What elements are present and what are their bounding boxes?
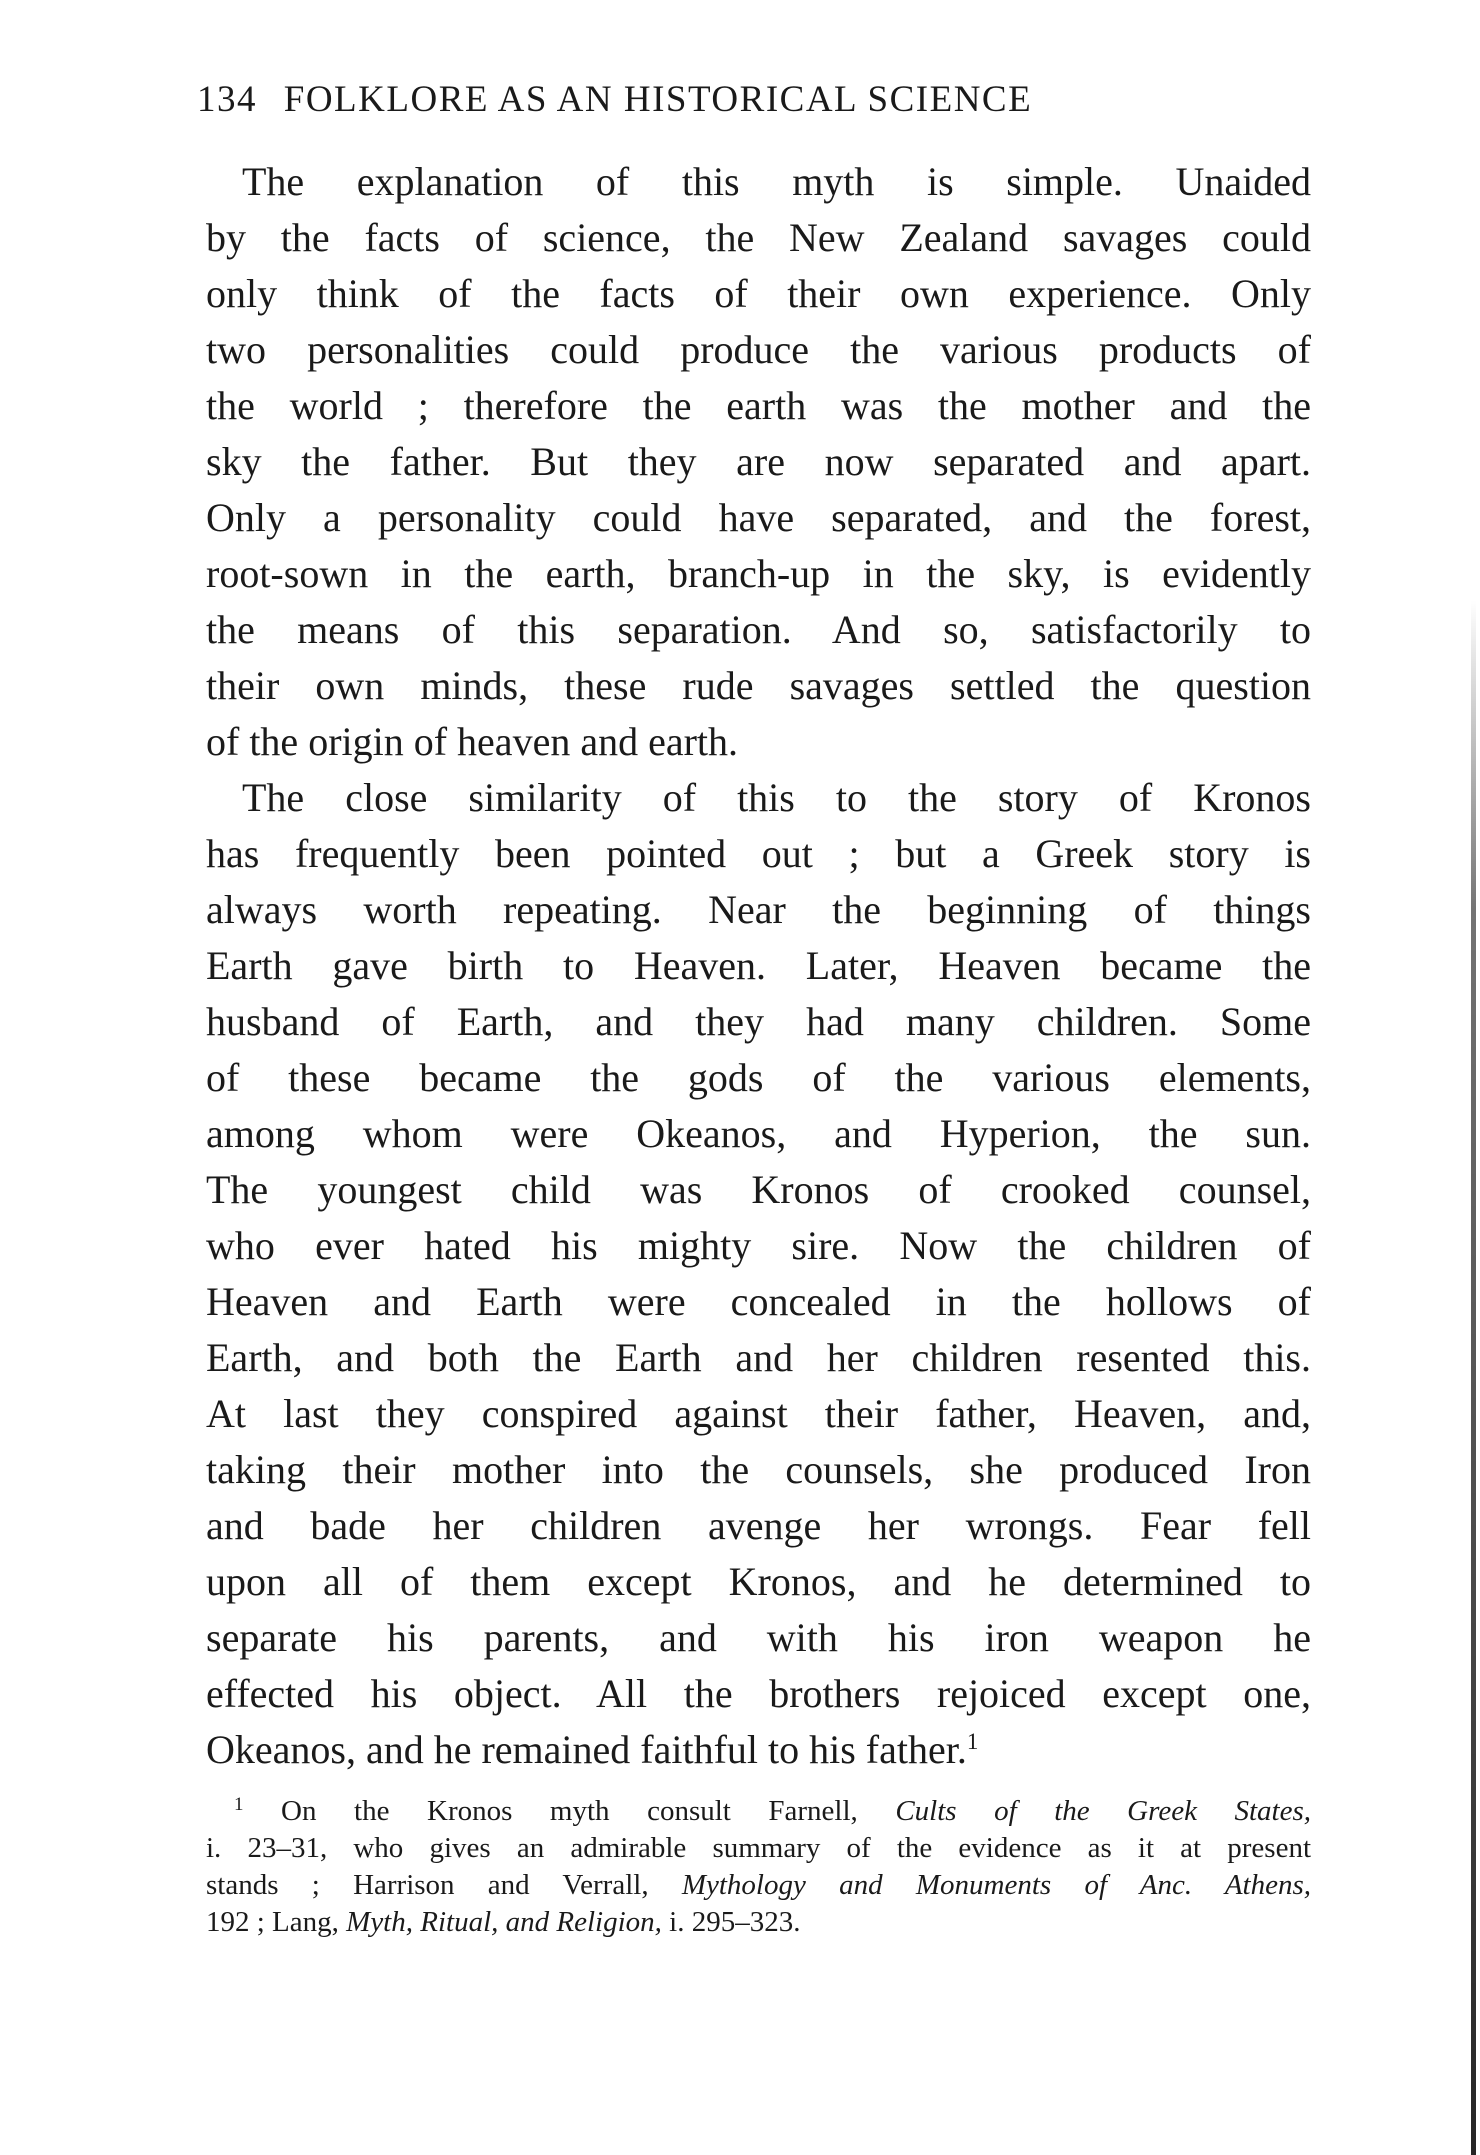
text-line: by the facts of science, the New Zealand savages could [206, 215, 1311, 260]
body-text [206, 154, 1311, 1778]
paragraph-1 [206, 154, 1311, 770]
text-line: The youngest child was Kronos of crooked counsel, [206, 1167, 1311, 1212]
text-line: At last they conspired against their father, Heaven, and, [206, 1391, 1311, 1436]
text-line: and bade her children avenge her wrongs. Fear fell [206, 1503, 1311, 1548]
footnote-line: i. 23–31, who gives an admirable summary of the evidence as it at present [206, 1832, 1311, 1864]
footnote-text: i. 295–323. [669, 1906, 801, 1938]
footnote-reference: 1 [966, 1729, 979, 1754]
footnote-marker: 1 [234, 1794, 244, 1815]
paragraph-2 [206, 770, 1311, 1778]
text-line-content: Okeanos, and he remained faithful to his father. [206, 1727, 967, 1772]
text-line: Earth, and both the Earth and her children resented this. [206, 1335, 1311, 1380]
text-line: The close similarity of this to the story of Kronos [242, 775, 1311, 820]
text-line: their own minds, these rude savages settled the question [206, 663, 1311, 708]
page-number: 134 [197, 79, 257, 120]
footnote-text: stands ; Harrison and Verrall, [206, 1869, 649, 1901]
footnote-text: On the Kronos myth consult Farnell, [281, 1795, 858, 1827]
footnote-text: 192 ; Lang, [206, 1906, 339, 1938]
text-line: Heaven and Earth were concealed in the hollows of [206, 1279, 1311, 1324]
page-edge-shadow [1471, 600, 1476, 2155]
text-line: two personalities could produce the various products of [206, 327, 1311, 372]
footnote-line [206, 1904, 1311, 1941]
text-line: The explanation of this myth is simple. Unaided [242, 159, 1311, 204]
footnote-line [206, 1867, 1311, 1904]
text-line: only think of the facts of their own experience. Only [206, 271, 1311, 316]
text-line: the world ; therefore the earth was the mother and the [206, 383, 1311, 428]
text-line: effected his object. All the brothers rejoiced except one, [206, 1671, 1311, 1716]
text-line: the means of this separation. And so, satisfactorily to [206, 607, 1311, 652]
text-line: taking their mother into the counsels, she produced Iron [206, 1447, 1311, 1492]
text-line: upon all of them except Kronos, and he determined to [206, 1559, 1311, 1604]
footnote-title-italic: Mythology and Monuments of Anc. Athens, [681, 1869, 1312, 1901]
text-line: has frequently been pointed out ; but a Greek story is [206, 831, 1311, 876]
text-line: of the origin of heaven and earth. [206, 719, 739, 764]
text-line-final [206, 1722, 1311, 1778]
text-line: who ever hated his mighty sire. Now the children of [206, 1223, 1311, 1268]
text-line: sky the father. But they are now separated and apart. [206, 439, 1311, 484]
text-line: Only a personality could have separated, and the forest, [206, 495, 1311, 540]
footnote-line [206, 1793, 1311, 1830]
text-line: Earth gave birth to Heaven. Later, Heaven became the [206, 943, 1311, 988]
text-line: separate his parents, and with his iron weapon he [206, 1615, 1311, 1660]
text-line: among whom were Okeanos, and Hyperion, the sun. [206, 1111, 1311, 1156]
footnote-title-italic: Cults of the Greek States, [895, 1795, 1311, 1827]
footnote-title-italic: Myth, Ritual, and Religion, [346, 1906, 662, 1938]
text-line: of these became the gods of the various elements, [206, 1055, 1311, 1100]
text-line: root-sown in the earth, branch-up in the sky, is evidently [206, 551, 1311, 596]
text-line: husband of Earth, and they had many children. Some [206, 999, 1311, 1044]
running-header [197, 78, 1307, 121]
running-title: FOLKLORE AS AN HISTORICAL SCIENCE [283, 79, 1033, 120]
footnote [206, 1793, 1311, 1941]
text-line: always worth repeating. Near the beginning of things [206, 887, 1311, 932]
